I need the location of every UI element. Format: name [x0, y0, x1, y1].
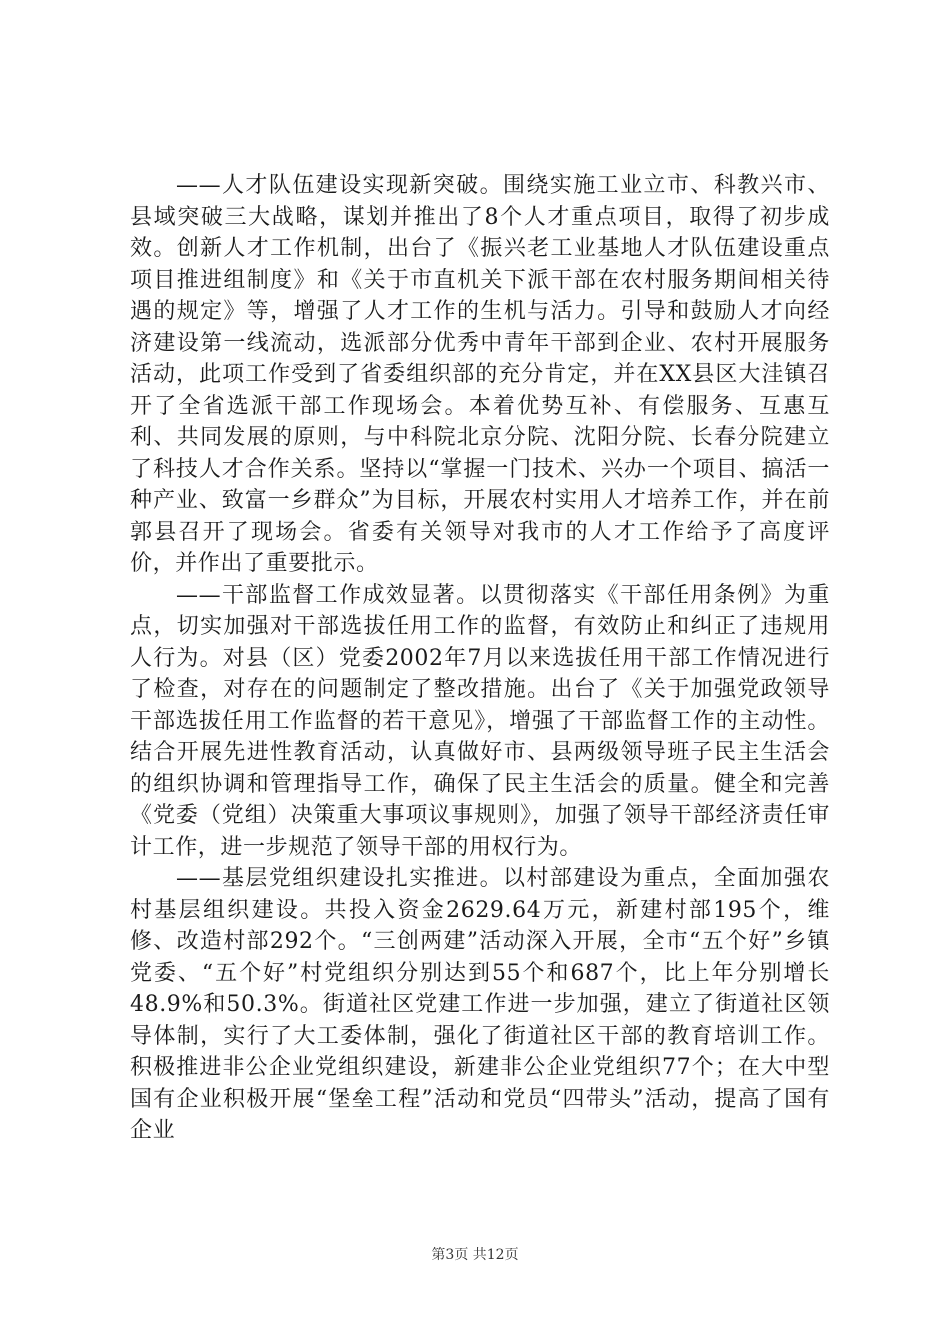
- paragraph-talent-team: ——人才队伍建设实现新突破。围绕实施工业立市、科教兴市、县域突破三大战略，谋划并推出了8个人才重点项目，取得了初步成效。创新人才工作机制，出台了《振兴老工业基地人才队伍建设重点项目推进组制度》和《关于市直机关下派干部在农村服务期间相关待遇的规定》等，增强了人才工作的生机与活力。引导和鼓励人才向经济建设第一线流动，选派部分优秀中青年干部到企业、农村开展服务活动，此项工作受到了省委组织部的充分肯定，并在XX县区大洼镇召开了全省选派干部工作现场会。本着优势互补、有偿服务、互惠互利、共同发展的原则，与中科院北京分院、沈阳分院、长春分院建立了科技人才合作关系。坚持以“掌握一门技术、兴办一个项目、搞活一种产业、致富一乡群众”为目标，开展农村实用人才培养工作，并在前郭县召开了现场会。省委有关领导对我市的人才工作给予了高度评价，并作出了重要批示。: [130, 173, 830, 576]
- paragraph-cadre-supervision: ——干部监督工作成效显著。以贯彻落实《干部任用条例》为重点，切实加强对干部选拔任用工作的监督，有效防止和纠正了违规用人行为。对县（区）党委2002年7月以来选拔任用干部工作情况进行了检查，对存在的问题制定了整改措施。出台了《关于加强党政领导干部选拔任用工作监督的若干意见》，增强了干部监督工作的主动性。结合开展先进性教育活动，认真做好市、县两级领导班子民主生活会的组织协调和管理指导工作，确保了民主生活会的质量。健全和完善《党委（党组）决策重大事项议事规则》，加强了领导干部经济责任审计工作，进一步规范了领导干部的用权行为。: [130, 582, 830, 860]
- page-number-footer: 第3页 共12页: [431, 1247, 519, 1263]
- paragraph-grassroots-party: ——基层党组织建设扎实推进。以村部建设为重点，全面加强农村基层组织建设。共投入资金2629.64万元，新建村部195个，维修、改造村部292个。“三创两建”活动深入开展，全市“五个好”乡镇党委、“五个好”村党组织分别达到55个和687个，比上年分别增长48.9%和50.3%。街道社区党建工作进一步加强，建立了街道社区领导体制，实行了大工委体制，强化了街道社区干部的教育培训工作。积极推进非公企业党组织建设，新建非公企业党组织77个；在大中型国有企业积极开展“堡垒工程”活动和党员“四带头”活动，提高了国有企业: [130, 866, 830, 1143]
- document-body: [130, 170, 830, 1147]
